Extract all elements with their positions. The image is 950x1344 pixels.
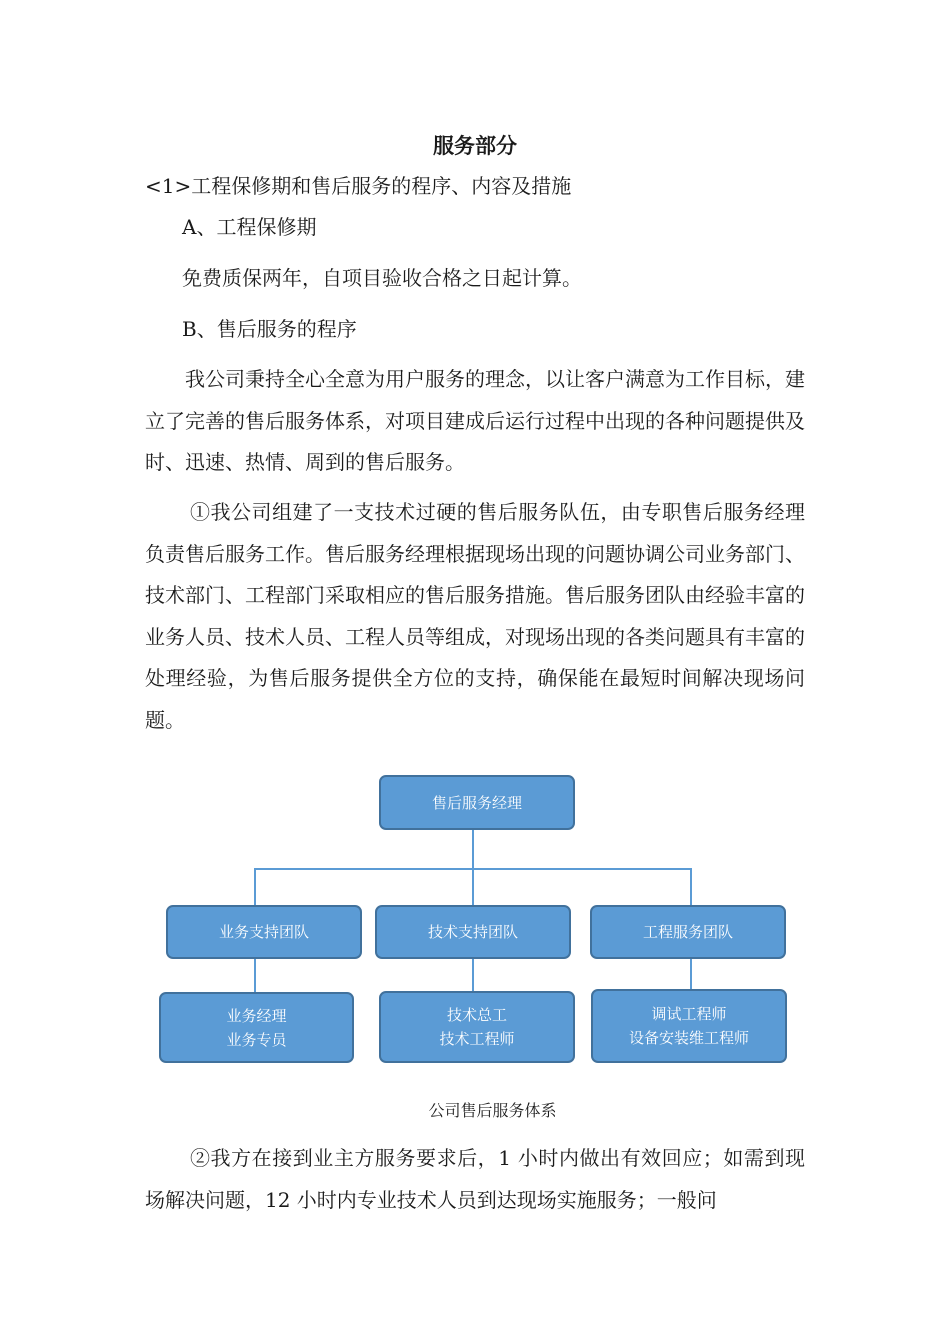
- org-member-label: 业务经理: [226, 1006, 287, 1025]
- org-node-team-tech: [375, 905, 571, 959]
- connector-members-3: [690, 958, 692, 991]
- connector-team-1: [254, 868, 256, 906]
- connector-team-3: [690, 868, 692, 906]
- org-node-team-business: [166, 905, 362, 959]
- section-heading-b: B、售后服务的程序: [182, 317, 357, 341]
- section-heading-1: <1>工程保修期和售后服务的程序、内容及措施: [145, 174, 572, 198]
- org-member-label: 调试工程师: [651, 1005, 727, 1023]
- org-node-team-label: 工程服务团队: [642, 923, 733, 941]
- paragraph-service-team: [145, 492, 805, 741]
- paragraph-2-text: ①我公司组建了一支技术过硬的售后服务队伍，由专职售后服务经理负责售后服务工作。售后服务经理根据现场出现的问题协调公司业务部门、技术部门、工程部门采取相应的售后服务措施。售后服务团队由经验丰富的业务人员、技术人员、工程人员等组成，对现场出现的各类问题具有丰富的处理经验，为售后服务提供全方位的支持，确保能在最短时间解决现场问题。: [145, 500, 805, 732]
- org-member-label: 业务专员: [226, 1030, 287, 1049]
- paragraph-1-text: 我公司秉持全心全意为用户服务的理念，以让客户满意为工作目标，建立了完善的售后服务体系，对项目建成后运行过程中出现的各种问题提供及时、迅速、热情、周到的售后服务。: [145, 367, 805, 474]
- org-member-label: 技术总工: [446, 1006, 507, 1024]
- org-node-members-business: [159, 992, 354, 1063]
- section-heading-a: A、工程保修期: [182, 215, 317, 239]
- org-node-team-engineering: [590, 905, 786, 959]
- org-node-root-label: 售后服务经理: [431, 793, 522, 812]
- connector-members-2: [472, 958, 474, 992]
- paragraph-response-time: [145, 1138, 805, 1221]
- org-node-members-tech: [379, 991, 575, 1063]
- org-member-label: 设备安装维工程师: [628, 1029, 749, 1047]
- paragraph-3-text: ②我方在接到业主方服务要求后，1 小时内做出有效回应；如需到现场解决问题，12 小时内专业技术人员到达现场实施服务；一般问: [145, 1146, 805, 1212]
- org-member-label: 技术工程师: [439, 1030, 515, 1048]
- page-title: 服务部分: [433, 133, 517, 158]
- org-chart-caption: 公司售后服务体系: [428, 1101, 557, 1120]
- org-node-members-engineering: [591, 989, 787, 1063]
- warranty-text: 免费质保两年，自项目验收合格之日起计算。: [182, 266, 582, 290]
- connector-members-1: [254, 958, 256, 993]
- org-node-team-label: 业务支持团队: [218, 923, 309, 941]
- org-node-team-label: 技术支持团队: [427, 923, 518, 941]
- org-node-root: [379, 775, 575, 830]
- connector-horizontal-bar: [254, 868, 692, 870]
- paragraph-service-philosophy: [145, 359, 805, 484]
